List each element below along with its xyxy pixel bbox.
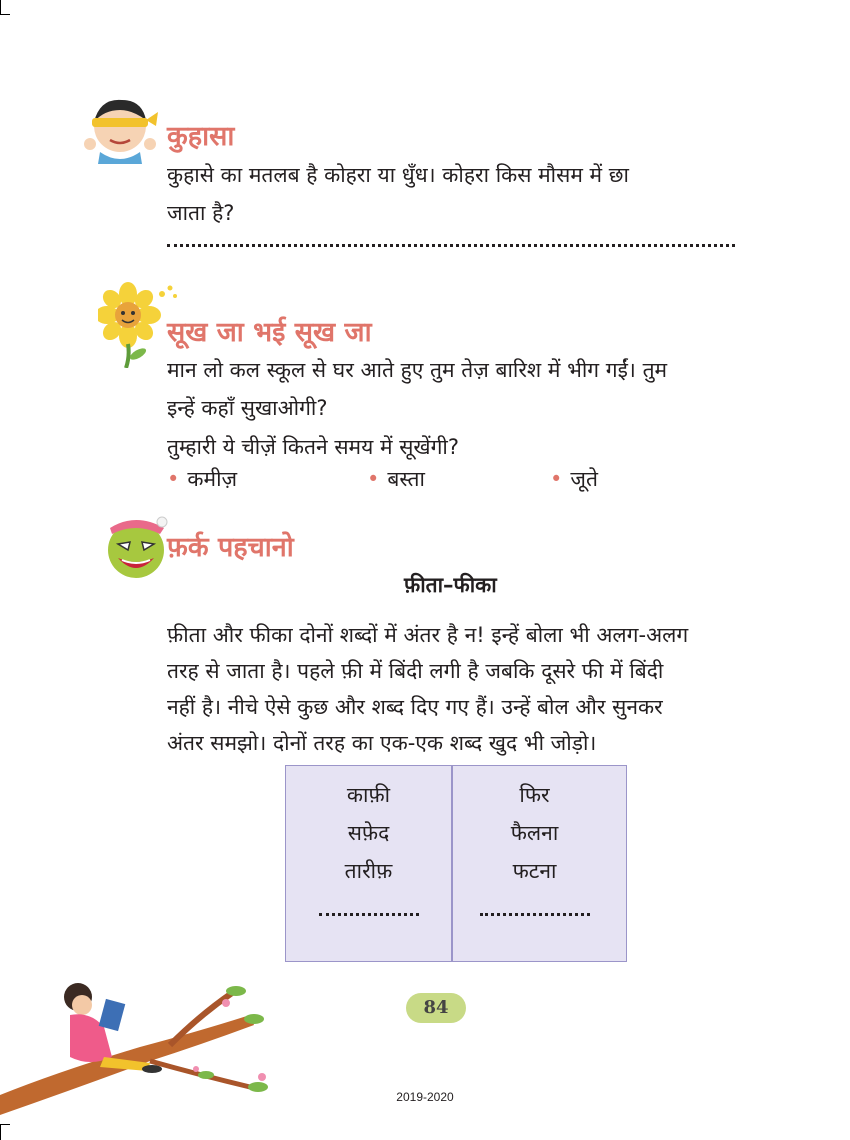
list-item: • जूते: [550, 467, 598, 491]
crop-mark-top-left-h: [0, 14, 10, 15]
farq-line-1: फ़ीता और फीका दोनों शब्दों में अंतर है न! इन्हें बोला भी अलग-अलग: [167, 623, 689, 647]
word-table: [285, 765, 627, 962]
farq-line-2: तरह से जाता है। पहले फ़ी में बिंदी लगी है जबकि दूसरे फी में बिंदी: [167, 659, 664, 683]
word-column-right: [452, 776, 617, 928]
sookh-title: सूख जा भई सूख जा: [167, 317, 372, 348]
blindfold-child-icon: [80, 92, 160, 164]
page-number: 84: [406, 993, 466, 1023]
sookh-line-2: इन्हें कहाँ सुखाओगी?: [167, 396, 328, 420]
table-cell: काफ़ी: [346, 783, 391, 807]
bullet-icon: •: [167, 467, 180, 491]
crop-mark-top-left: [0, 0, 1, 14]
sookh-items: [167, 465, 727, 499]
mask-icon: [100, 512, 172, 580]
farq-line-4: अंतर समझो। दोनों तरह का एक-एक शब्द खुद भी जोड़ो।: [167, 731, 597, 755]
bullet-icon: •: [550, 467, 563, 491]
table-cell: फिर: [519, 783, 550, 807]
farq-subheading: फ़ीता–फीका: [404, 573, 497, 597]
crop-mark-bottom-left: [0, 1124, 1, 1140]
answer-dotted-line: [167, 244, 735, 247]
table-cell: फैलना: [510, 821, 559, 845]
bullet-icon: •: [367, 467, 380, 491]
table-cell: सफ़ेद: [347, 821, 390, 845]
kuhasa-title: कुहासा: [167, 121, 235, 152]
list-item: • बस्ता: [367, 467, 425, 491]
kuhasa-line-2: जाता है?: [167, 201, 235, 225]
list-item: • कमीज़: [167, 467, 238, 491]
sookh-line-3: तुम्हारी ये चीज़ें कितने समय में सूखेंगी?: [167, 435, 459, 459]
farq-title: फ़र्क पहचानो: [167, 532, 294, 563]
blank-fill-line[interactable]: [452, 890, 617, 928]
farq-line-3: नहीं है। नीचे ऐसे कुछ और शब्द दिए गए हैं। उन्हें बोल और सुनकर: [167, 695, 663, 719]
girl-reading-on-branch-illustration: [0, 975, 280, 1125]
kuhasa-line-1: कुहासे का मतलब है कोहरा या धुँध। कोहरा किस मौसम में छा: [167, 163, 629, 187]
edition-year: 2019-2020: [396, 1090, 454, 1104]
blank-fill-line[interactable]: [286, 890, 451, 928]
table-cell: तारीफ़: [344, 859, 393, 883]
word-column-left: [286, 776, 451, 928]
sookh-line-1: मान लो कल स्कूल से घर आते हुए तुम तेज़ बारिश में भीग गईं। तुम: [167, 358, 668, 382]
table-cell: फटना: [512, 859, 557, 883]
